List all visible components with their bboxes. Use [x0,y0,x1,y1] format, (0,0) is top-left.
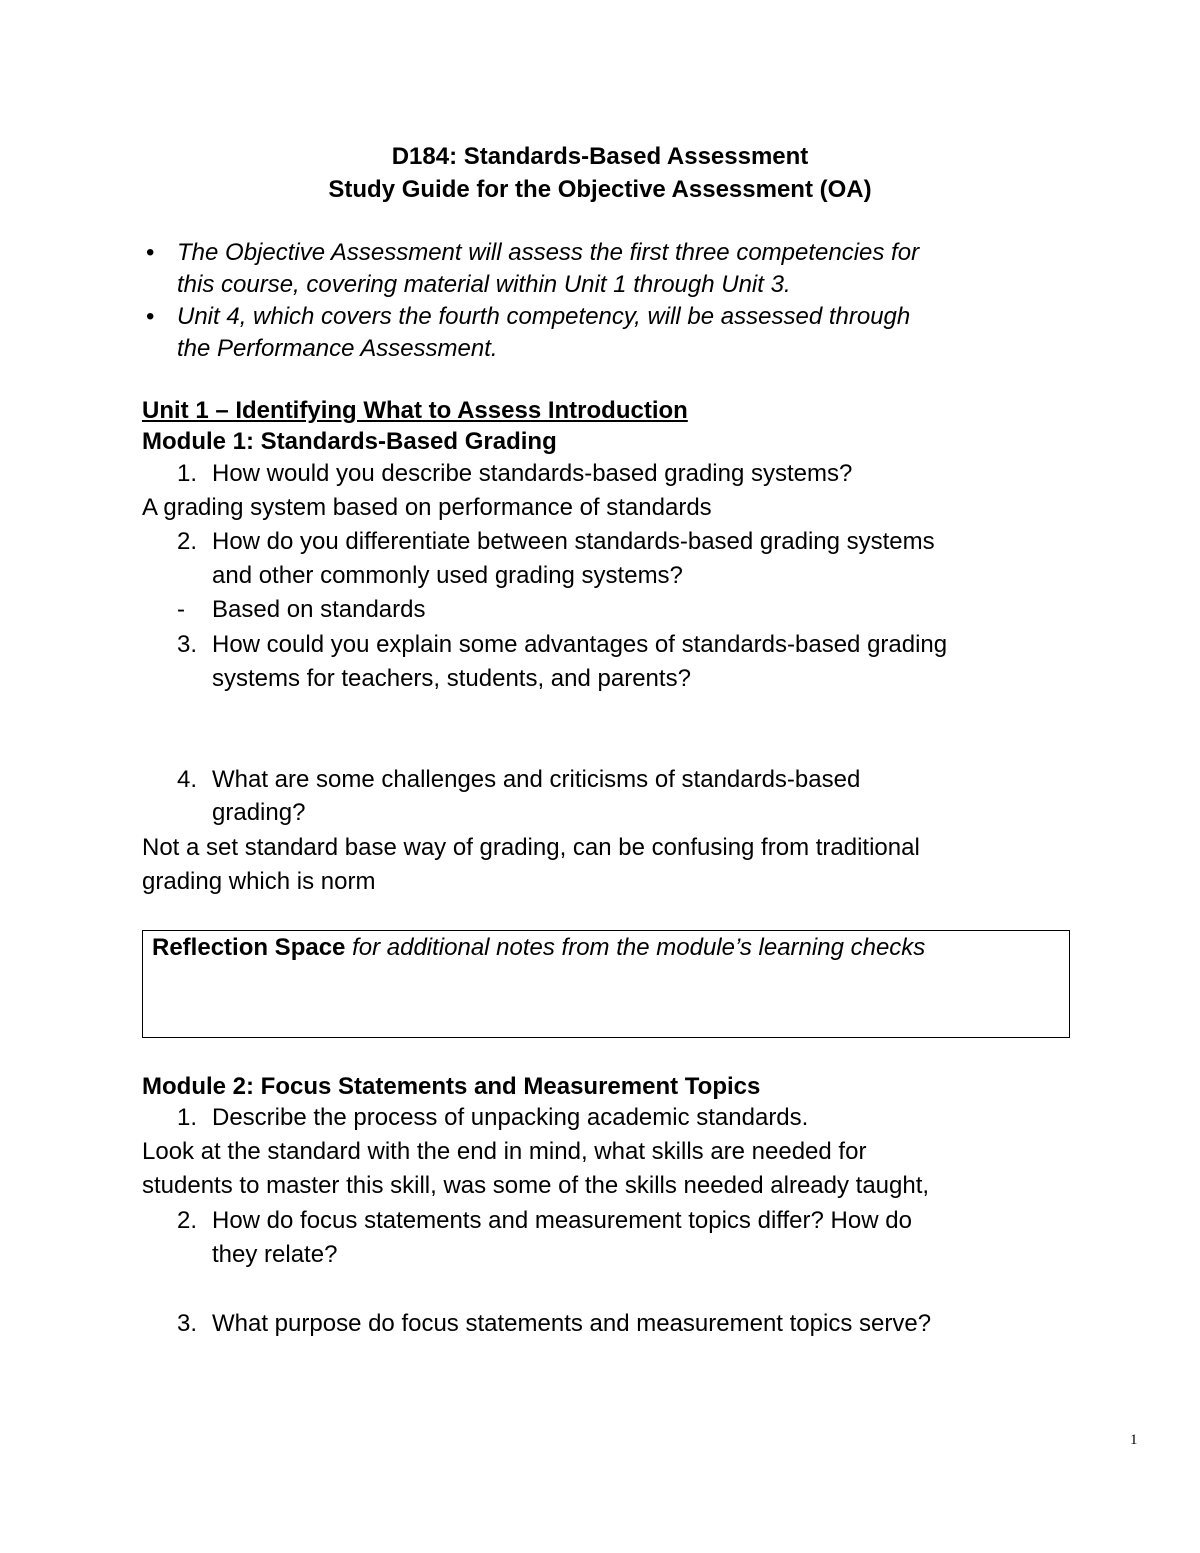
question-text: What are some challenges and criticisms of standards-based [212,766,861,793]
question-text: How would you describe standards-based grading systems? [212,460,853,487]
answer-text: Look at the standard with the end in mind, what skills are needed for [142,1138,867,1165]
answer-dash: - [177,596,185,623]
answer-text: grading which is norm [142,868,376,895]
question-number: 4. [177,766,198,793]
reflection-label [152,933,925,963]
unit-heading: Unit 1 – Identifying What to Assess Introduction [142,397,688,424]
question-text: systems for teachers, students, and parents? [212,665,691,692]
question-text: grading? [212,799,306,826]
question-text: they relate? [212,1241,338,1268]
answer-text: A grading system based on performance of standards [142,494,712,521]
document-title: D184: Standards-Based Assessment [391,143,809,170]
question-text: How do you differentiate between standards-based grading systems [212,528,935,555]
question-number: 3. [177,631,198,658]
question-text: Describe the process of unpacking academic standards. [212,1104,809,1131]
answer-text: Not a set standard base way of grading, can be confusing from traditional [142,834,920,861]
bullet-text: this course, covering material within Unit 1 through Unit 3. [177,271,791,298]
module-heading: Module 1: Standards-Based Grading [142,428,557,455]
bullet-icon: • [146,303,155,330]
reflection-note: for additional notes from the module’s learning checks [352,934,926,961]
question-number: 2. [177,528,198,555]
question-text: and other commonly used grading systems? [212,562,683,589]
answer-text: students to master this skill, was some of the skills needed already taught, [142,1172,930,1199]
question-text: What purpose do focus statements and measurement topics serve? [212,1310,932,1337]
bullet-text: The Objective Assessment will assess the first three competencies for [177,239,920,266]
question-text: How could you explain some advantages of standards-based grading [212,631,948,658]
reflection-title: Reflection Space [152,934,346,961]
module-heading: Module 2: Focus Statements and Measurement Topics [142,1073,761,1100]
bullet-text: Unit 4, which covers the fourth competency, will be assessed through [177,303,911,330]
bullet-text: the Performance Assessment. [177,335,498,362]
question-number: 2. [177,1207,198,1234]
document-subtitle: Study Guide for the Objective Assessment (OA) [328,176,872,203]
question-number: 1. [177,1104,198,1131]
question-number: 1. [177,460,198,487]
bullet-icon: • [146,239,155,266]
question-text: How do focus statements and measurement topics differ? How do [212,1207,912,1234]
answer-text: Based on standards [212,596,426,623]
question-number: 3. [177,1310,198,1337]
page-number: 1 [1130,1432,1138,1448]
